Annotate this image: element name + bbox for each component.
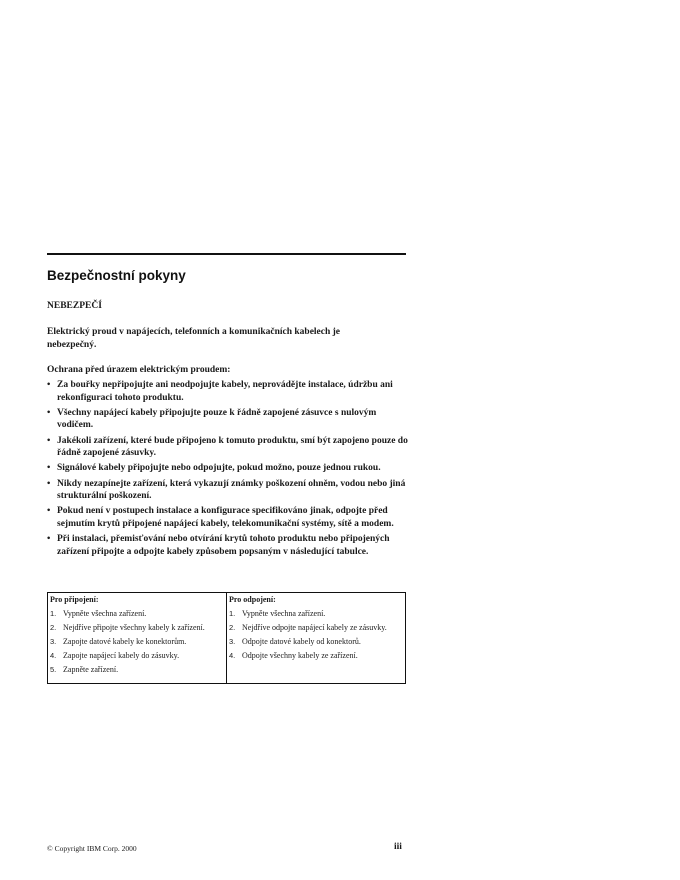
- bullet-text: Signálové kabely připojujte nebo odpojujte, pokud možno, pouze jednou rukou.: [57, 463, 381, 474]
- page-number: iii: [394, 842, 402, 852]
- step-number: 3.: [50, 637, 57, 646]
- step-number: 1.: [50, 609, 57, 618]
- protection-intro: Ochrana před úrazem elektrickým proudem:: [47, 365, 231, 375]
- list-item: [47, 505, 409, 530]
- list-item: [47, 379, 409, 404]
- bullet-text: Jakékoli zařízení, které bude připojeno k tomuto produktu, smí být zapojeno pouze do řádně zapojené zásuvky.: [57, 435, 408, 459]
- bullet-icon: •: [47, 435, 51, 446]
- step-number: 2.: [50, 623, 57, 632]
- step-text: Nejdříve připojte všechny kabely k zařízení.: [63, 623, 205, 632]
- bullet-icon: •: [47, 506, 51, 517]
- table-row: [48, 593, 406, 684]
- copyright-notice: © Copyright IBM Corp. 2000: [47, 844, 137, 853]
- step-number: 2.: [229, 623, 236, 632]
- disconnect-step: [229, 637, 403, 647]
- bullet-text: Při instalaci, přemisťování nebo otvírání krytů tohoto produktu nebo připojených zařízení připojte a odpojte kabely způsobem popsaným v následující tabulce.: [57, 534, 390, 557]
- step-text: Zapněte zařízení.: [63, 665, 119, 674]
- step-text: Odpojte datové kabely od konektorů.: [242, 637, 361, 646]
- disconnect-step: [229, 651, 403, 661]
- connect-step: [50, 609, 224, 619]
- danger-label: NEBEZPEČÍ: [47, 301, 102, 311]
- bullet-text: Nikdy nezapínejte zařízení, která vykazují známky poškození ohněm, vodou nebo jiná strukturální poškození.: [57, 478, 406, 502]
- step-text: Zapojte napájecí kabely do zásuvky.: [63, 651, 180, 660]
- step-number: 3.: [229, 637, 236, 646]
- step-number: 4.: [229, 651, 236, 660]
- connect-step: [50, 651, 224, 661]
- list-item: [47, 435, 409, 460]
- warning-paragraph: Elektrický proud v napájecích, telefonních a komunikačních kabelech je nebezpečný.: [47, 327, 341, 350]
- connect-step: [50, 665, 224, 675]
- disconnect-column: [227, 593, 406, 684]
- step-text: Odpojte všechny kabely ze zařízení.: [242, 651, 358, 660]
- disconnect-step: [229, 623, 403, 633]
- list-item: [47, 407, 409, 432]
- bullet-icon: •: [47, 534, 51, 545]
- connect-step: [50, 623, 224, 633]
- list-item: [47, 478, 409, 503]
- step-text: Vypněte všechna zařízení.: [242, 609, 326, 618]
- step-number: 5.: [50, 665, 57, 674]
- bullet-text: Pokud není v postupech instalace a konfigurace specifikováno jinak, odpojte před sejmutím krytů připojené napájecí kabely, telekomunikační systémy, sítě a modem.: [57, 506, 394, 529]
- connection-steps-table: [47, 592, 406, 684]
- bullet-icon: •: [47, 478, 51, 489]
- step-number: 1.: [229, 609, 236, 618]
- list-item: [47, 462, 409, 475]
- bullet-icon: •: [47, 463, 51, 474]
- page-title: Bezpečnostní pokyny: [47, 268, 186, 283]
- step-text: Zapojte datové kabely ke konektorům.: [63, 637, 187, 646]
- disconnect-step: [229, 609, 403, 619]
- connect-heading: Pro připojení:: [50, 595, 99, 604]
- step-text: Nejdříve odpojte napájecí kabely ze zásuvky.: [242, 623, 387, 632]
- step-text: Vypněte všechna zařízení.: [63, 609, 147, 618]
- connect-column: [48, 593, 227, 684]
- bullet-icon: •: [47, 407, 51, 418]
- section-rule: [47, 253, 406, 255]
- step-number: 4.: [50, 651, 57, 660]
- safety-bullet-list: [47, 379, 409, 561]
- disconnect-heading: Pro odpojení:: [229, 595, 276, 604]
- bullet-text: Za bouřky nepřipojujte ani neodpojujte kabely, neprovádějte instalace, údržbu ani rekonfiguraci tohoto produktu.: [57, 380, 393, 403]
- connect-step: [50, 637, 224, 647]
- list-item: [47, 533, 409, 558]
- bullet-icon: •: [47, 380, 51, 390]
- bullet-text: Všechny napájecí kabely připojujte pouze k řádně zapojené zásuvce s nulovým vodičem.: [57, 407, 377, 431]
